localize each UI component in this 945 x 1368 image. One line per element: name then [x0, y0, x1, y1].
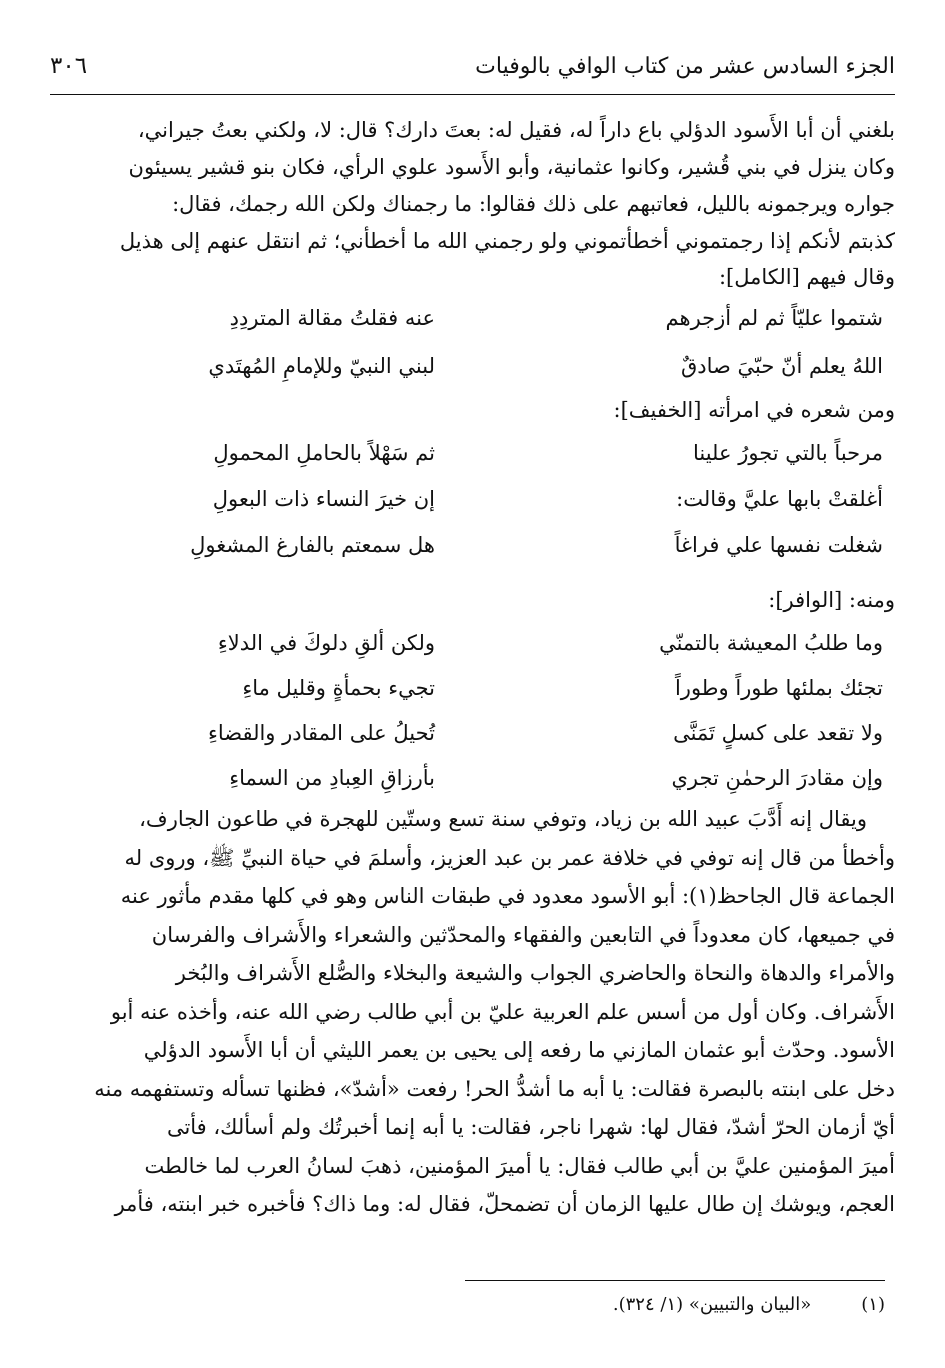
poem-intro-khafif: ومن شعره في امرأته [الخفيف]: — [613, 398, 895, 422]
verse-line — [55, 476, 895, 522]
poem-intro-wafir: ومنه: [الوافر]: — [768, 588, 895, 612]
text-line: العجم، ويوشك إن طال عليها الزمان أن تضمحلّ، فقال له: وما ذاك؟ فأخبره خبر ابنته، فأمر — [114, 1192, 895, 1216]
verse-line — [55, 665, 895, 710]
poem-intro-kamil: وقال فيهم [الكامل]: — [718, 265, 895, 289]
text-line: الأسود. وحدّث أبو عثمان المازني ما رفعه إلى يحيى بن يعمر الليثي أن أبا الأَسود الدؤلي — [143, 1038, 895, 1062]
text-line: ويقال إنه أَدَّبَ عبيد الله بن زياد، وتوفي سنة تسع وستّين للهجرة في طاعون الجارف، — [139, 807, 867, 831]
hemistich-second: ثم سَهْلاً بالحاملِ المحمولِ — [213, 441, 435, 465]
paragraph-1 — [55, 112, 895, 260]
footnote-text: «البيان والتبيين» (١/ ٣٢٤). — [612, 1294, 812, 1315]
poem-wafir — [55, 620, 895, 800]
text-line: جواره ويرجمونه بالليل، فعاتبهم على ذلك فقالوا: ما رجمناك ولكن الله رجمك، فقال: — [172, 192, 895, 216]
text-line: والأمراء والدهاة والنحاة والحاضري الجواب والشيعة والبخلاء والصُّلع الأَشراف والبُخر — [175, 961, 895, 985]
footnote-rule — [465, 1280, 885, 1281]
hemistich-first: اللهُ يعلم أنّ حبّيَ صادقٌ — [680, 354, 883, 378]
paragraph-2 — [55, 800, 895, 1224]
text-line: كذبتم لأنكم إذا رجمتموني أخطأتموني ولو رجمني الله ما أخطأني؛ ثم انتقل عنهم إلى هذيل — [119, 229, 895, 253]
hemistich-second: لبني النبيّ وللإمامِ المُهتَدي — [208, 354, 435, 378]
verse-line — [55, 430, 895, 476]
verse-line — [55, 342, 895, 390]
poem-kamil — [55, 294, 895, 390]
text-line: أيّ أزمان الحرّ أشدّ، فقال لها: شهرا ناجر، فقالت: يا أبه إنما أخبرتُك ولم أسألك، فأتى — [166, 1115, 895, 1139]
running-header — [50, 38, 895, 95]
hemistich-first: ولا تقعد على كسلٍ تَمَنَّى — [673, 720, 883, 745]
hemistich-second: بأرزاقِ العِبادِ من السماءِ — [229, 765, 435, 790]
page-number: ٣٠٦ — [50, 53, 88, 79]
running-title: الجزء السادس عشر من كتاب الوافي بالوفيات — [475, 53, 895, 79]
footnote — [60, 1294, 885, 1315]
hemistich-second: تجيء بحمأةٍ وقليل ماءِ — [242, 675, 435, 700]
hemistich-second: عنه فقلتُ مقالة المتردِدِ — [229, 306, 435, 330]
verse-line — [55, 522, 895, 568]
hemistich-first: وما طلبُ المعيشة بالتمنّي — [659, 630, 883, 655]
hemistich-first: تجئك بملئها طوراً وطوراً — [674, 675, 883, 700]
poem-khafif — [55, 430, 895, 568]
verse-line — [55, 710, 895, 755]
hemistich-first: شتموا عليّاً ثم لم أزجرهم — [665, 306, 883, 330]
hemistich-first: مرحباً بالتي تجورُ علينا — [692, 441, 883, 465]
hemistich-first: أغلقتْ بابها عليَّ وقالت: — [676, 487, 883, 511]
text-line: أميرَ المؤمنين عليَّ بن أبي طالب فقال: يا أميرَ المؤمنين، ذهبَ لسانُ العرب لما خالطت — [144, 1153, 895, 1178]
hemistich-second: هل سمعتم بالفارغ المشغولِ — [190, 533, 435, 557]
text-line: في جميعها، كان معدوداً في التابعين والفقهاء والمحدّثين والشعراء والأَشراف والفرسان — [151, 922, 895, 947]
text-line: وأخطأ من قال إنه توفي في خلافة عمر بن عبد العزيز، وأسلمَ في حياة النبيِّ ﷺ، وروى له — [124, 845, 895, 870]
verse-line — [55, 620, 895, 665]
hemistich-second: ولكن ألقِ دلوكَ في الدلاءِ — [217, 630, 435, 655]
page-body — [55, 112, 895, 1224]
text-line: الجماعة قال الجاحظ(١): أبو الأسود معدود في طبقات الناس وهو في كلها مقدم مأثور عنه — [120, 884, 895, 908]
text-line: دخل على ابنته بالبصرة فقالت: يا أبه ما أشدُّ الحر! رفعت «أشدّ»، فظنها تسأله وتستفهمه منه — [94, 1076, 895, 1101]
hemistich-first: شغلت نفسها علي فراغاً — [674, 533, 883, 557]
text-line: وكان ينزل في بني قُشير، وكانوا عثمانية، وأبو الأَسود علوي الرأي، فكان بنو قشير يسيئون — [128, 155, 895, 179]
verse-line — [55, 755, 895, 800]
verse-line — [55, 294, 895, 342]
footnote-marker: (١) — [861, 1294, 885, 1315]
hemistich-first: وإن مقادرَ الرحمٰنِ تجري — [671, 765, 883, 790]
text-line: بلغني أن أبا الأَسود الدؤلي باع داراً له، فقيل له: بعتَ دارك؟ قال: لا، ولكني بعتُ جيراني، — [137, 118, 895, 142]
text-line: الأَشراف. وكان أول من أسس علم العربية عليّ بن أبي طالب رضي الله عنه، وأخذه عنه أبو — [110, 999, 895, 1024]
hemistich-second: إن خيرَ النساء ذات البعولِ — [212, 487, 435, 511]
hemistich-second: تُحيلُ على المقادر والقضاءِ — [207, 720, 435, 745]
